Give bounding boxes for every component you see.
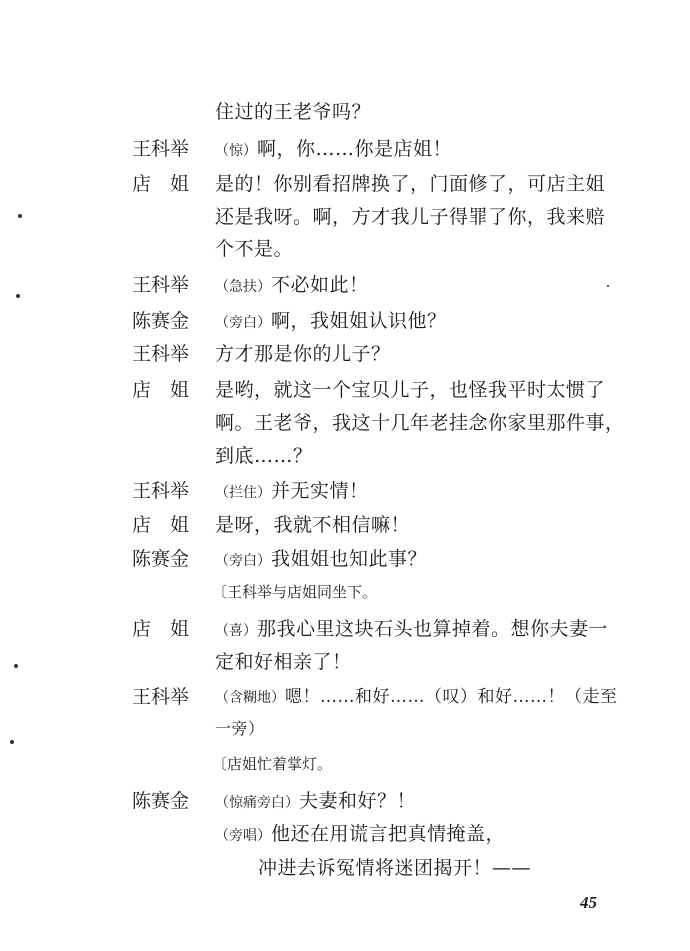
dialogue-line [215,342,391,366]
dialogue-line [215,617,608,643]
stage-direction: （含糊地） [215,690,285,706]
dialogue-text: 并无实情！ [271,480,369,502]
dialogue-line [215,547,427,573]
dialogue-line [215,237,293,261]
dialogue-text: 住过的王老爷吗？ [215,101,372,123]
dialogue-line [215,650,352,674]
speaker-name: 陈赛金 [132,548,190,570]
stage-direction: （旁白） [215,315,271,331]
dialogue-text: 定和好相亲了！ [215,651,352,673]
stage-direction: （惊痛旁白） [215,795,299,811]
dialogue-text: 还是我呀。啊，方才我儿子得罪了你，我来赔 [215,206,606,228]
stage-direction: （喜） [215,623,257,639]
speaker-name: 王科举 [132,343,190,365]
stage-direction: （惊） [215,143,257,159]
dialogue-line [215,685,618,710]
dialogue-text: 那我心里这块石头也算掉着。想你夫妻一 [257,618,609,640]
speaker-name: 店 姐 [132,618,190,640]
scan-speck [16,294,20,298]
stage-note: 〔店姐忙着掌灯。 [212,755,333,773]
dialogue-line [215,822,505,848]
dialogue-text: 冲进去诉冤情将迷团揭开！—— [258,857,532,879]
speaker-name: 店 姐 [132,173,190,195]
stage-direction: （旁唱） [215,828,271,844]
dialogue-text: 到底……？ [215,445,313,467]
dialogue-line [215,717,265,741]
scan-speck [10,740,14,744]
dialogue-line [215,137,452,163]
dialogue-text: 个不是。 [215,238,294,260]
stage-direction: （旁白） [215,553,271,569]
dialogue-line [215,479,369,505]
speaker-name: 王科举 [132,274,190,296]
dialogue-line [215,513,410,537]
dialogue-line [215,411,625,435]
dialogue-line [215,309,447,335]
dialogue-text: 一旁） [215,719,265,738]
dialogue-line [215,172,605,196]
speaker-name: 店 姐 [132,379,190,401]
scan-speck [18,214,22,218]
dialogue-line [215,100,371,124]
dialogue-text: 是的！你别看招牌换了，门面修了，可店主姐 [215,173,606,195]
dialogue-text: 夫妻和好？！ [299,790,417,812]
scan-speck [607,285,609,287]
page-number: 45 [580,893,597,912]
dialogue-line [215,205,605,229]
speaker-name: 店 姐 [132,514,190,536]
dialogue-text: 啊。王老爷，我这十几年老挂念你家里那件事， [215,412,625,434]
speaker-name: 陈赛金 [132,310,190,332]
dialogue-text: 啊，你……你是店姐！ [257,138,453,160]
stage-direction: （急扶） [215,279,271,295]
stage-note: 〔王科举与店姐同坐下。 [212,583,378,601]
speaker-name: 王科举 [132,686,190,708]
dialogue-line [258,856,531,880]
dialogue-text: 方才那是你的儿子？ [215,343,391,365]
dialogue-text: 啊，我姐姐认识他？ [271,310,447,332]
dialogue-line [215,378,605,402]
stage-direction: （拦住） [215,485,271,501]
dialogue-text: 是哟，就这一个宝贝儿子，也怪我平时太惯了 [215,379,606,401]
dialogue-line [215,273,369,299]
dialogue-line [215,444,313,468]
dialogue-text: 不必如此！ [271,274,369,296]
dialogue-text: 嗯！……和好……（叹）和好……！（走至 [285,687,618,707]
dialogue-text: 我姐姐也知此事？ [271,548,428,570]
speaker-name: 王科举 [132,138,190,160]
speaker-name: 王科举 [132,480,190,502]
dialogue-text: 他还在用谎言把真情掩盖， [271,823,506,845]
scan-speck [14,664,18,668]
dialogue-line [215,789,416,815]
dialogue-text: 是呀，我就不相信嘛！ [215,514,411,536]
speaker-name: 陈赛金 [132,790,190,812]
